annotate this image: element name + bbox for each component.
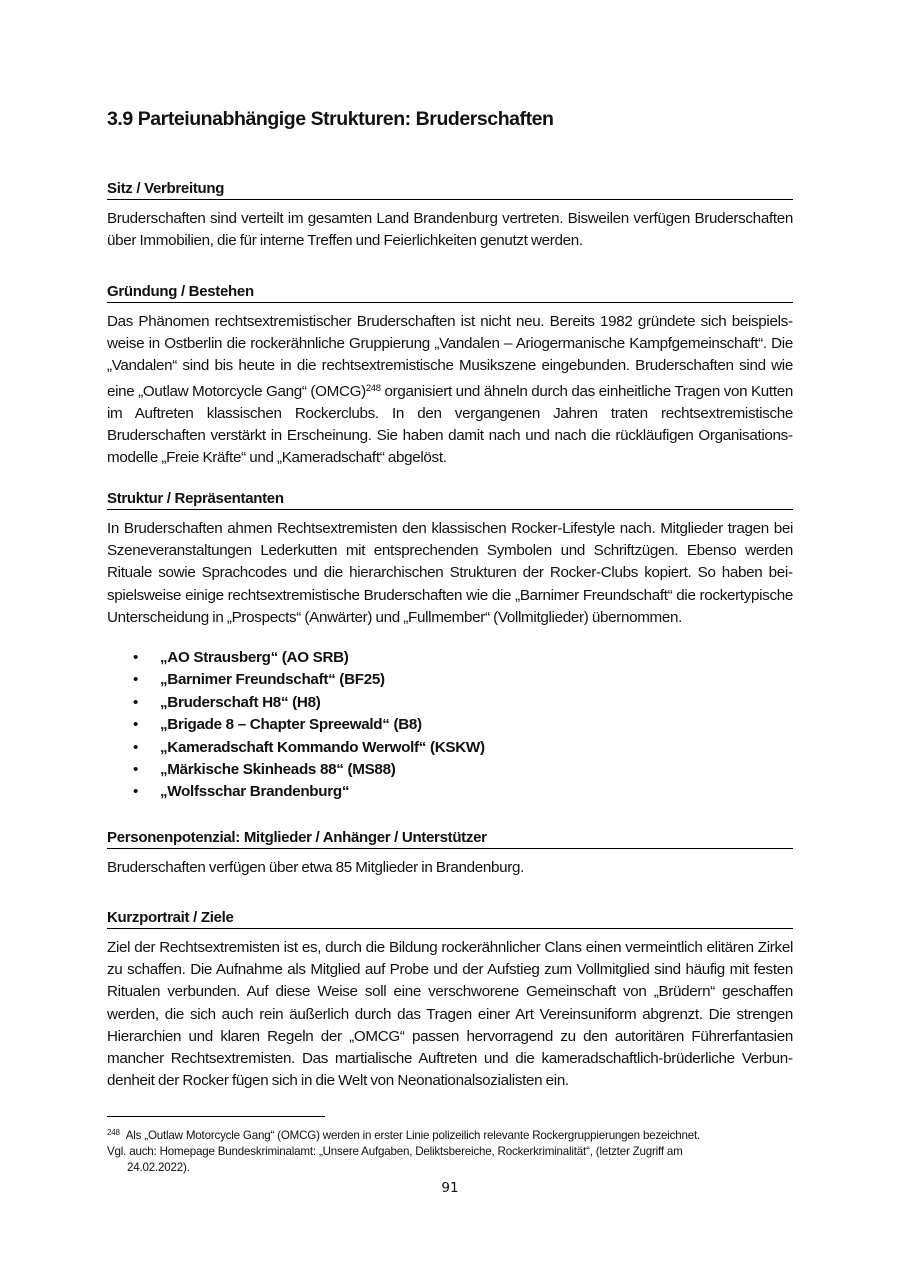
section-heading-struktur: Struktur / Repräsentanten [107,490,793,510]
bullet-icon: • [133,738,139,756]
footnote-line-1: $^{248}$ Als „Outlaw Motorcycle Gang“ (OMCG) werden in erster Linie polizeilich relevante Rockergruppierungen bezeichnet. [107,1128,701,1142]
bullet-icon: • [133,693,139,711]
list-item: • „Barnimer Freundschaft“ (BF25) [107,669,793,691]
footnote-number: 248 [107,1128,120,1137]
bullet-icon: • [133,716,139,734]
page-number: 91 [441,1180,459,1196]
list-item: • „Bruderschaft H8“ (H8) [107,692,793,714]
list-item: • „Wolfsschar Brandenburg“ [107,781,793,803]
footnote-reference[interactable]: 248 [365,382,381,394]
section-personen [107,829,793,879]
footnote-divider [107,1116,325,1117]
section-heading-gruendung: Gründung / Bestehen [107,283,793,303]
section-heading-personen: Personenpotenzial: Mitglieder / Anhänger / Unterstützer [107,829,793,849]
list-item: • „AO Strausberg“ (AO SRB) [107,647,793,669]
section-gruendung [107,283,793,469]
bullet-icon: • [133,649,139,666]
bullet-icon: • [133,671,139,689]
list-item: • „Kameradschaft Kommando Werwolf“ (KSKW) [107,737,793,759]
section-heading-sitz: Sitz / Verbreitung [107,180,793,200]
bullet-icon: • [133,783,139,801]
section-heading-kurzportrait: Kurzportrait / Ziele [107,909,793,929]
section-kurzportrait [107,909,793,1092]
list-item: • „Märkische Skinheads 88“ (MS88) [107,759,793,781]
page-title: 3.9 Parteiunabhängige Strukturen: Bruderschaften [107,108,554,130]
footnote-line-3: 24.02.2022). [127,1161,190,1174]
gruendung-text-part1: Das Phänomen rechtsextremistischer Bruderschaften ist nicht neu. Bereits 1982 gründete sich beispielsweise in Ostberlin die rockerähnliche Gruppierung „Vandalen – Ariogermanische Kampfgemeinschaft“. Die „Vandalen“ sind bis heute in die rechtsextremistische Musikszene eingebunden. Bruderschaften sind wie eine „Outlaw Motorcycle Gang“ (OMCG) [107,313,793,400]
list-item: • „Brigade 8 – Chapter Spreewald“ (B8) [107,714,793,736]
bullet-icon: • [133,761,139,779]
footnote-line-2: Vgl. auch: Homepage Bundeskriminalamt: „Unsere Aufgaben, Deliktsbereiche, Rockerkriminalität“, (letzter Zugriff am [107,1145,683,1158]
section-sitz [107,180,793,252]
group-list [107,647,793,804]
section-text-kurzportrait: Ziel der Rechtsextremisten ist es, durch die Bildung rockerähnlicher Clans einen vermeintlich elitären Zirkel zu schaffen. Die Aufnahme als Mitglied auf Probe und der Aufstieg zum Vollmitglied sind häufig mit festen Ritualen verbunden. Auf diese Weise soll eine verschworene Gemeinschaft von „Brüdern“ geschaffen werden, die sich auch rein äußerlich durch das Tragen einer Art Vereinsuniform abgrenzt. Die strengen Hierarchien und klaren Regeln der „OMCG“ passen hervorragend zu den autoritären Führerfantasien mancher Rechtsextremisten. Das martialische Auftreten und die kameradschaftlich-brüderliche Verbundenheit der Rocker fügen sich in die Welt von Neonationalsozialisten ein. [107,939,793,1090]
section-text-struktur: In Bruderschaften ahmen Rechtsextremisten den klassischen Rocker-Lifestyle nach. Mitglieder tragen bei Szeneveranstaltungen Lederkutten mit entsprechenden Symbolen und Schriftzügen. Ebenso werden Rituale sowie Sprachcodes und die hierarchischen Strukturen der Rocker-Clubs kopiert. So haben beispielsweise einige rechtsextremistische Bruderschaften wie die „Barnimer Freundschaft“ die rockertypische Unterscheidung in „Prospects“ (Anwärter) und „Fullmember“ (Vollmitglieder) übernommen. [107,520,793,626]
section-struktur [107,490,793,629]
gruendung-text-part2: organisiert und ähneln durch das einheitliche Tragen von Kutten im Auftreten klassischen Rockerclubs. In den vergangenen Jahren traten rechtsextremistische Bruderschaften verstärkt in Erscheinung. Sie haben damit nach und nach die rückläufigen Organisationsmodelle „Freie Kräfte“ und „Kameradschaft“ abgelöst. [107,382,793,467]
section-text-gruendung [107,311,793,469]
section-text-personen: Bruderschaften verfügen über etwa 85 Mitglieder in Brandenburg. [107,859,525,876]
section-text-sitz: Bruderschaften sind verteilt im gesamten Land Brandenburg vertreten. Bisweilen verfügen Bruderschaften über Immobilien, die für interne Treffen und Feierlichkeiten genutzt werden. [107,210,793,250]
footnote [107,1125,793,1176]
document-page [107,0,793,1272]
